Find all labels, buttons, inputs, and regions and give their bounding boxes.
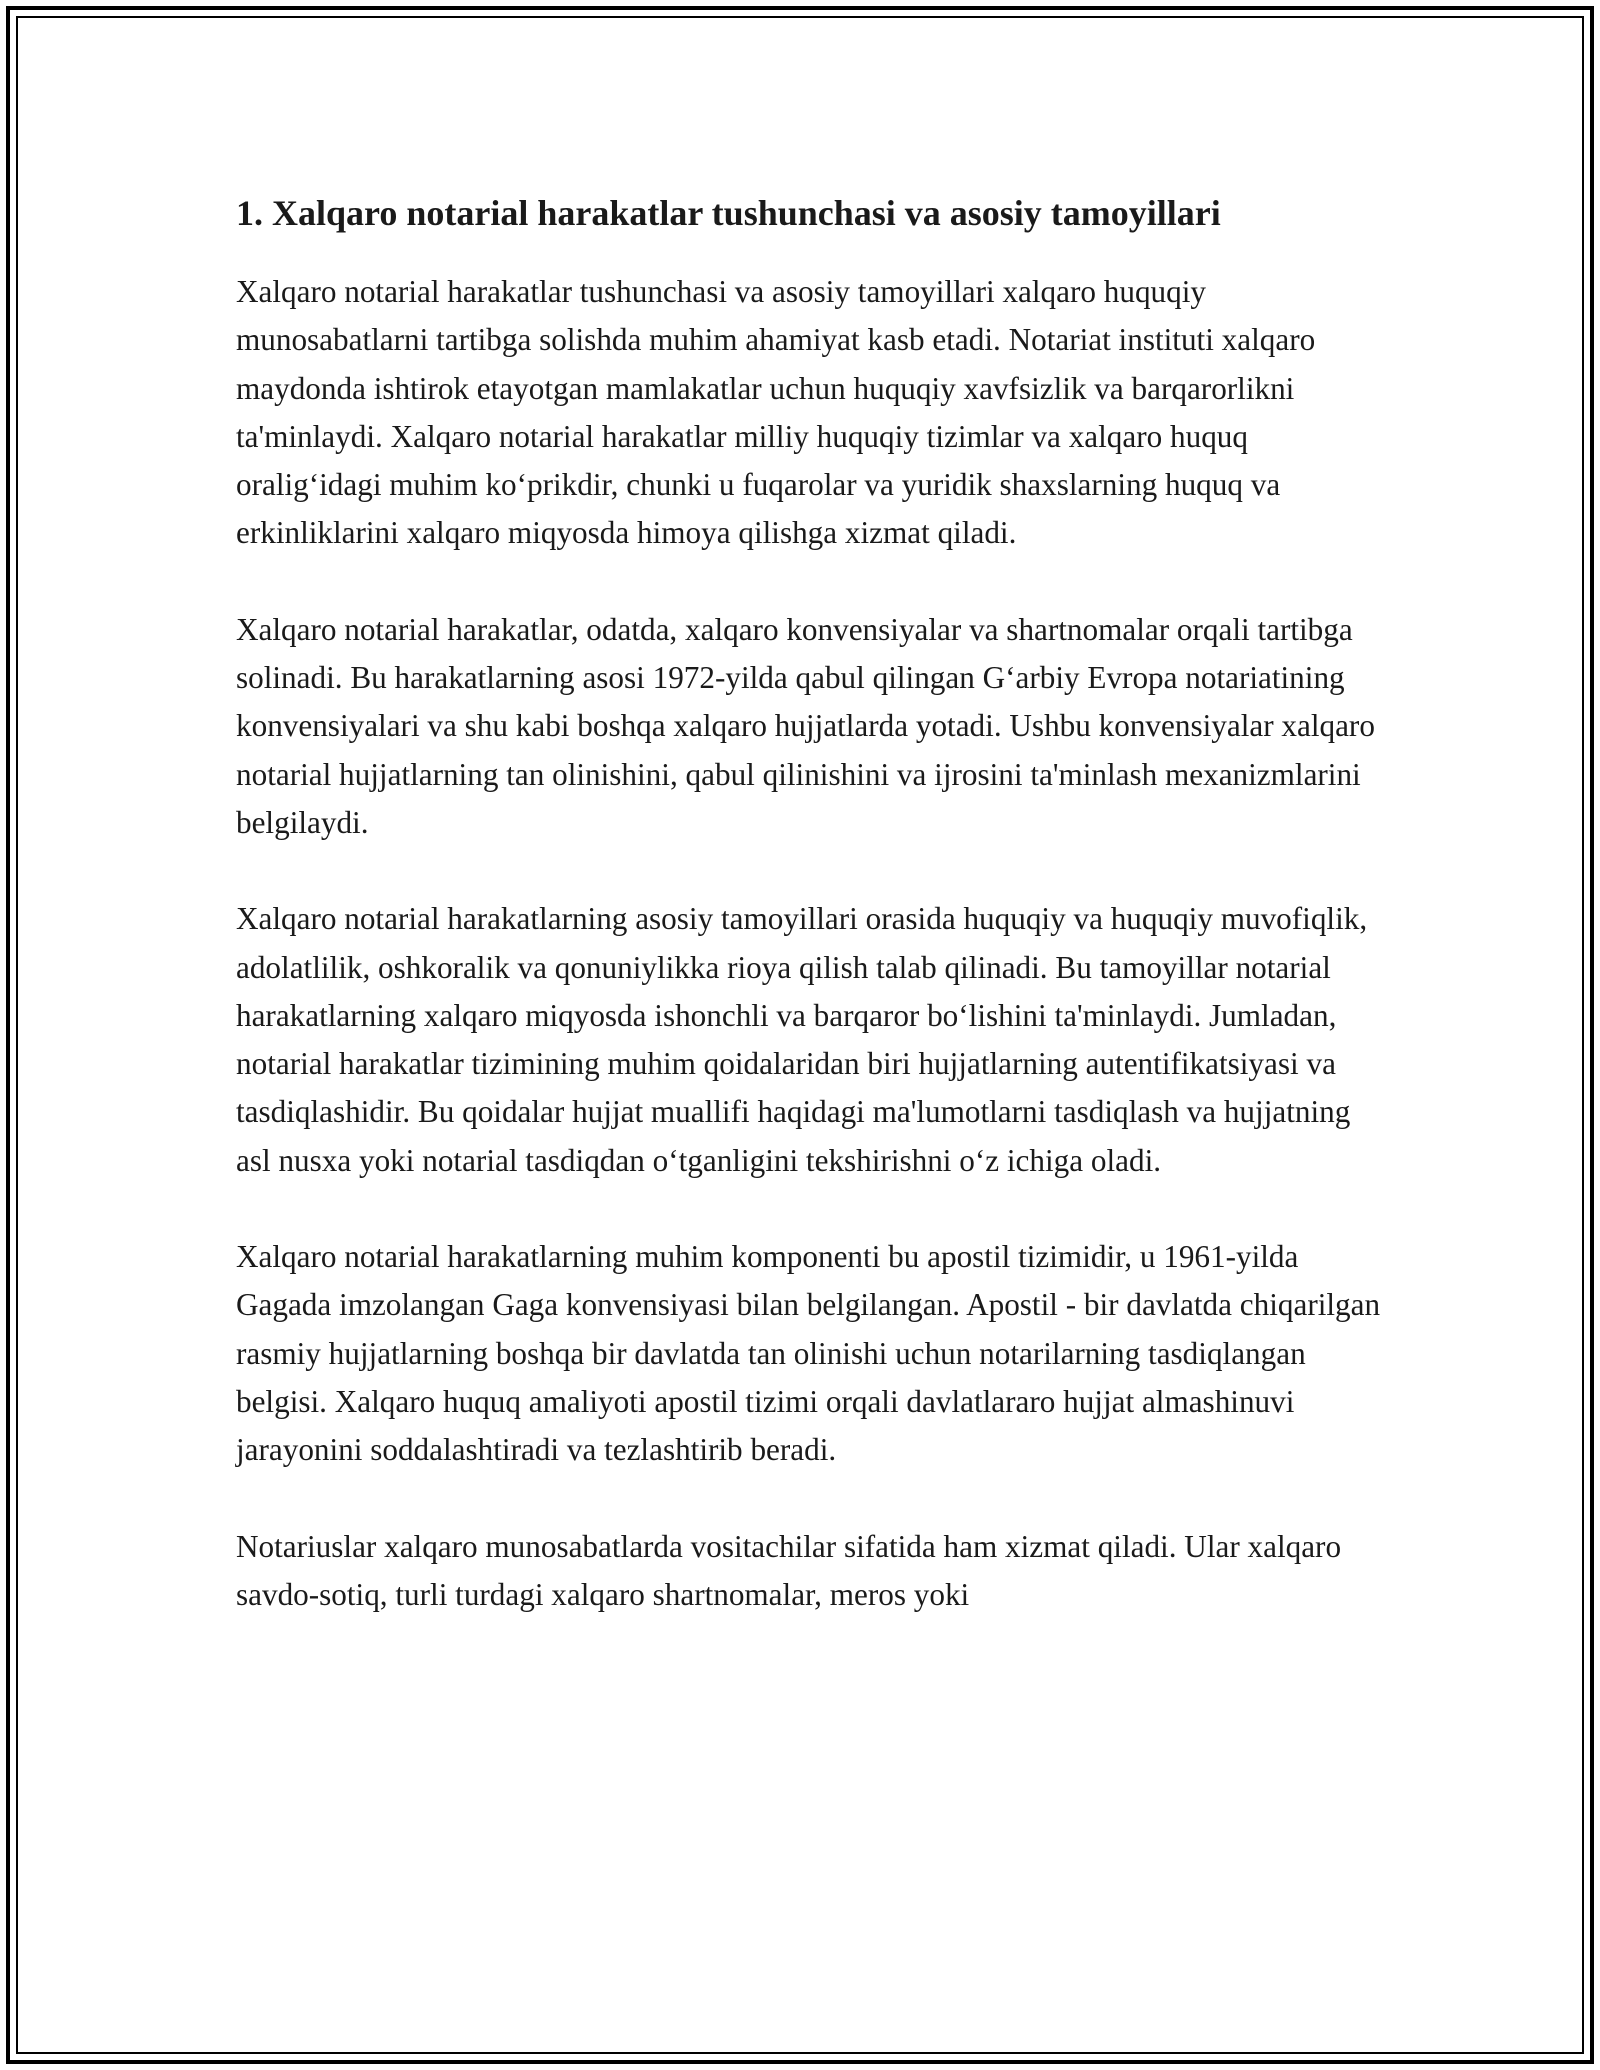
- document-body: [236, 186, 1386, 1619]
- paragraph-3: Xalqaro notarial harakatlarning asosiy tamoyillari orasida huquqiy va huquqiy muvofiqlik, adolatlilik, oshkoralik va qonuniylikka rioya qilish talab qilinadi. Bu tamoyillar notarial harakatlarning xalqaro miqyosda ishonchli va barqaror bo‘lishini ta'minlaydi. Jumladan, notarial harakatlar tizimining muhim qoidalaridan biri hujjatlarning autentifikatsiyasi va tasdiqlashidir. Bu qoidalar hujjat muallifi haqidagi ma'lumotlarni tasdiqlash va hujjatning asl nusxa yoki notarial tasdiqdan o‘tganligini tekshirishni o‘z ichiga oladi.: [236, 901, 1368, 1178]
- paragraph-2: Xalqaro notarial harakatlar, odatda, xalqaro konvensiyalar va shartnomalar orqali tartibga solinadi. Bu harakatlarning asosi 1972-yilda qabul qilingan G‘arbiy Evropa notariatining konvensiyalari va shu kabi boshqa xalqaro hujjatlarda yotadi. Ushbu konvensiyalar xalqaro notarial hujjatlarning tan olinishini, qabul qilinishini va ijrosini ta'minlash mexanizmlarini belgilaydi.: [236, 611, 1375, 840]
- paragraph-1: Xalqaro notarial harakatlar tushunchasi va asosiy tamoyillari xalqaro huquqiy munosabatlarni tartibga solishda muhim ahamiyat kasb etadi. Notariat instituti xalqaro maydonda ishtirok etayotgan mamlakatlar uchun huquqiy xavfsizlik va barqarorlikni ta'minlaydi. Xalqaro notarial harakatlar milliy huquqiy tizimlar va xalqaro huquq oralig‘idagi muhim ko‘prikdir, chunki u fuqarolar va yuridik shaxslarning huquq va erkinliklarini xalqaro miqyosda himoya qilishga xizmat qiladi.: [236, 274, 1316, 551]
- paragraph-4: Xalqaro notarial harakatlarning muhim komponenti bu apostil tizimidir, u 1961-yilda Gagada imzolangan Gaga konvensiyasi bilan belgilangan. Apostil - bir davlatda chiqarilgan rasmiy hujjatlarning boshqa bir davlatda tan olinishi uchun notarilarning tasdiqlangan belgisi. Xalqaro huquq amaliyoti apostil tizimi orqali davlatlararo hujjat almashinuvi jarayonini soddalashtiradi va tezlashtirib beradi.: [236, 1239, 1381, 1468]
- paragraph-5: Notariuslar xalqaro munosabatlarda vositachilar sifatida ham xizmat qiladi. Ular xalqaro savdo-sotiq, turli turdagi xalqaro shartnomalar, meros yoki: [236, 1528, 1342, 1612]
- section-heading: 1. Xalqaro notarial harakatlar tushunchasi va asosiy tamoyillari: [236, 193, 1221, 233]
